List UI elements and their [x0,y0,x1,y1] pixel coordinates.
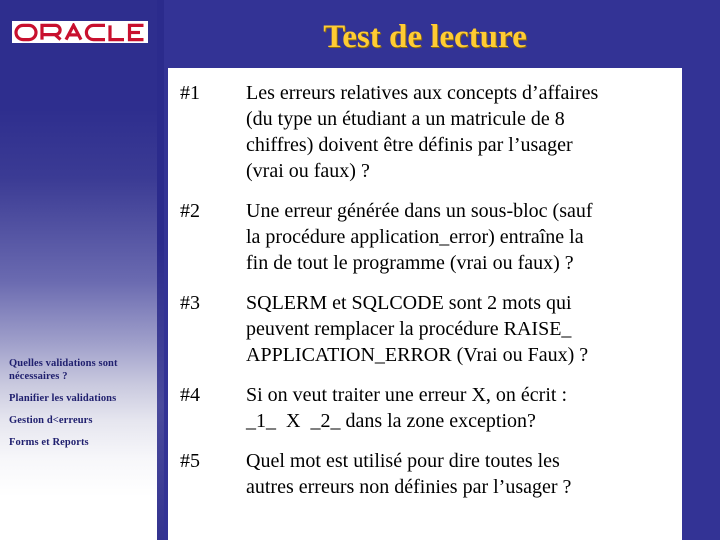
question-line: Les erreurs relatives aux concepts d’affaires [246,82,599,104]
sidebar-item-validations-necessaires[interactable]: Quelles validations sont nécessaires ? [9,358,118,382]
sidebar-nav[interactable] [9,357,157,458]
question-line: APPLICATION_ERROR (Vrai ou Faux) ? [246,344,589,366]
question-number: #5 [180,450,200,472]
question-line: la procédure application_error) entraîne la [246,226,584,248]
question-line: Quel mot est utilisé pour dire toutes les [246,450,560,472]
questions-panel [168,68,682,540]
oracle-logo-icon [14,23,146,42]
question-line: fin de tout le programme (vrai ou faux) ? [246,252,574,274]
question-line: (vrai ou faux) ? [246,160,370,182]
question-number: #2 [180,200,200,222]
slide-title: Test de lecture [323,19,527,55]
question-text [246,80,676,184]
sidebar-item-planifier-validations[interactable]: Planifier les validations [9,393,117,404]
question-text [246,448,676,500]
question-row [168,290,682,368]
question-text [246,198,676,276]
question-number: #3 [180,292,200,314]
question-text [246,290,676,368]
question-line: Si on veut traiter une erreur X, on écrit : [246,384,567,406]
question-line: autres erreurs non définies par l’usager ? [246,476,572,498]
question-row [168,448,682,500]
question-text [246,382,676,434]
sidebar-item-gestion-erreurs[interactable]: Gestion d<erreurs [9,415,93,426]
question-row [168,198,682,276]
question-line: peuvent remplacer la procédure RAISE_ [246,318,572,340]
question-line: Une erreur générée dans un sous-bloc (sauf [246,200,593,222]
question-line: chiffres) doivent être définis par l’usager [246,134,573,156]
oracle-logo [12,21,148,43]
question-number: #4 [180,384,200,406]
question-line: SQLERM et SQLCODE sont 2 mots qui [246,292,572,314]
question-row [168,382,682,434]
question-line: _1_ X _2_ dans la zone exception? [246,410,536,432]
question-line: (du type un étudiant a un matricule de 8 [246,108,565,130]
question-number: #1 [180,82,200,104]
sidebar-accent-edge [157,0,164,540]
sidebar [0,0,164,540]
sidebar-item-forms-reports[interactable]: Forms et Reports [9,437,89,448]
question-row [168,80,682,184]
